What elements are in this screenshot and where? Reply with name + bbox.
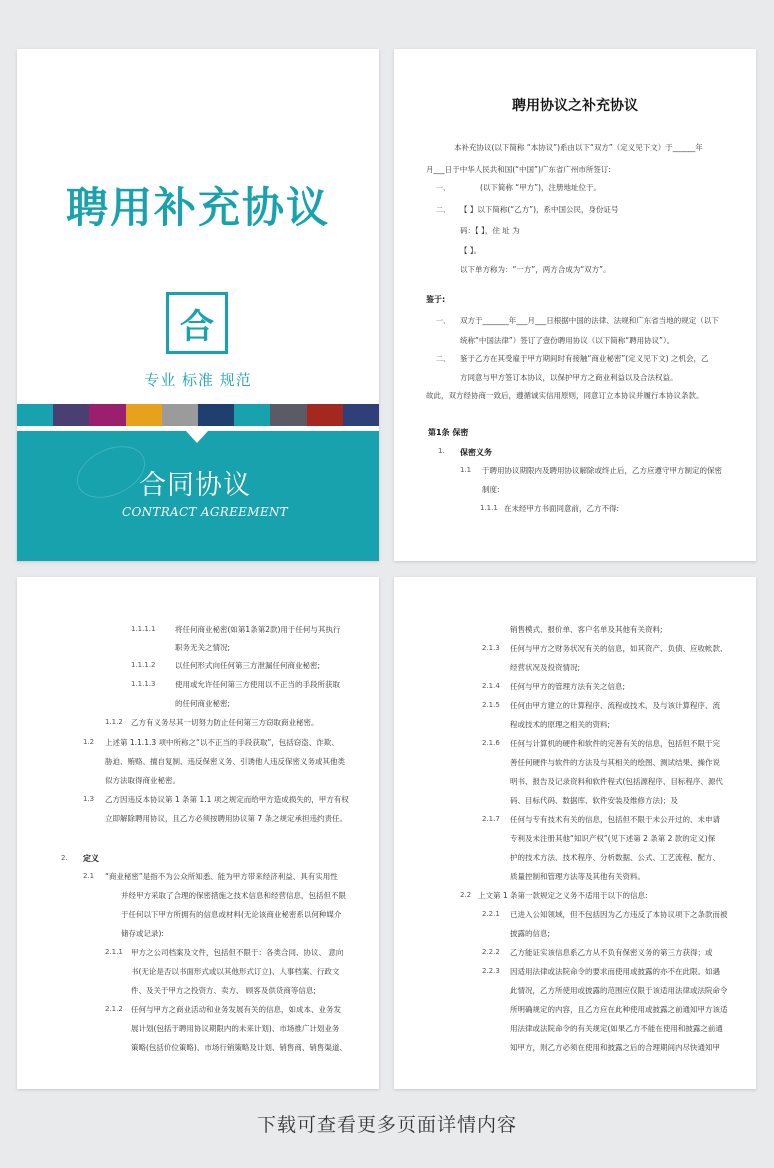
text-line: 已进入公知领域，但不包括因为乙方违反了本协议项下之条款而被 — [510, 910, 728, 919]
cover-slogan: 专业 标准 规范 — [144, 371, 252, 389]
clause-number: 1.1.1.1 — [131, 625, 156, 633]
text-line: 任何与甲方之商业活动和业务发展有关的信息，如成本、业务发 — [131, 1005, 341, 1014]
article-heading: 第1条 保密 — [428, 428, 469, 437]
text-line: 于聘用协议期限内及聘用协议解除或终止后，乙方应遵守甲方制定的保密 — [482, 466, 722, 475]
text-line: 以下单方称为：“一方”，两方合成为“双方”。 — [460, 265, 611, 274]
text-line: 【 】以下简称(“乙方”)，系中国公民，身份证号 — [460, 205, 619, 214]
cover-page — [17, 49, 379, 561]
text-line: 任何与专有技术有关的信息，包括但不限于未公开过的、未申请 — [510, 815, 720, 824]
text-line: 似方法取得商业秘密。 — [105, 776, 180, 785]
text-line: 胁迫、贿赂、擅自复制、违反保密义务、引诱他人违反保密义务或其他类 — [105, 757, 345, 766]
sub-heading: 保密义务 — [460, 448, 492, 457]
seal-char: 合 — [180, 306, 214, 347]
cover-title: 聘用补充协议 — [65, 183, 330, 232]
text-line: 月___日于中华人民共和国(“中国”)广东省广州市所签订: — [426, 165, 611, 174]
clause-number: 2.2.3 — [482, 967, 500, 975]
clause-number: 2.2.1 — [482, 910, 500, 918]
document-page-3 — [17, 577, 379, 1089]
stripe-4 — [126, 404, 162, 426]
text-line: 用法律或法院命令的有关规定(如果乙方不能在使用和披露之前通 — [510, 1024, 723, 1033]
clause-number: 2.1.4 — [482, 682, 500, 690]
text-line: 职务无关之情况; — [175, 643, 231, 652]
text-line: 书(无论是否以书面形式或以其他形式订立)、人事档案、行政文 — [131, 967, 340, 976]
document-page-2 — [394, 49, 756, 561]
text-line: 并经甲方采取了合理的保密措施之技术信息和经营信息，包括但不限 — [121, 891, 346, 900]
section-heading: 鉴于: — [426, 295, 446, 304]
text-line: 上文第 1 条第一款规定之义务不适用于以下的信息: — [478, 891, 648, 900]
cover-band — [17, 431, 379, 561]
text-line: 的任何商业秘密; — [175, 699, 231, 708]
text-line: 【 】。 — [460, 246, 482, 255]
seal-icon — [166, 292, 228, 354]
stripe-6 — [198, 404, 234, 426]
text-line: 储存或记录): — [121, 929, 164, 938]
band-title-en: CONTRACT AGREEMENT — [122, 505, 288, 519]
text-line: 于任何以下甲方所拥有的信息或材料(无论该商业秘密系以何种媒介 — [121, 910, 342, 919]
clause-number: 1. — [438, 447, 445, 455]
footer-caption: 下载可查看更多页面详情内容 — [256, 1114, 517, 1136]
text-line: 乙方因违反本协议第 1 条第 1.1 项之规定而给甲方造成损失的，甲方有权 — [105, 795, 349, 804]
text-line: 知甲方，则乙方必须在使用和披露之后的合理期间内尽快通知甲 — [510, 1043, 720, 1052]
stripe-2 — [53, 404, 89, 426]
text-line: 以任何形式向任何第三方泄漏任何商业秘密; — [175, 661, 321, 670]
text-line: 因适用法律或法院命令的要求而使用或披露的亦不在此限。如遇 — [510, 967, 720, 976]
text-line: 在未经甲方书面同意前，乙方不得: — [504, 504, 620, 513]
notch-icon — [186, 431, 208, 443]
clause-number: 2. — [61, 854, 68, 862]
stripe-3 — [89, 404, 125, 426]
stripe-10 — [343, 404, 379, 426]
text-line: 经营状况及投资情况; — [510, 663, 581, 672]
text-line: 码、目标代码、数据库、软件安装及维修方法)；及 — [510, 796, 678, 805]
band-title-cn: 合同协议 — [139, 470, 251, 501]
section-heading: 定义 — [83, 854, 99, 863]
color-stripes — [17, 404, 379, 426]
document-title: 聘用协议之补充协议 — [512, 98, 638, 114]
text-line: 专利及未注册其他“知识产权”(见下述第 2 条第 2 款的定义)保 — [510, 834, 716, 843]
clause-number: 2.1.2 — [105, 1005, 123, 1013]
stripe-5 — [162, 404, 198, 426]
text-line: 码：【 】，住 址 为 — [460, 226, 520, 235]
text-line: 程或技术的原理之相关的资料; — [510, 720, 611, 729]
clause-number: 2.1.7 — [482, 815, 500, 823]
text-line: 披露的信息; — [510, 929, 551, 938]
clause-number: 1.1.1.3 — [131, 680, 156, 688]
text-line: 双方于_______年___月___日根据中国的法律、法规和广东省当地的规定（以下 — [460, 316, 719, 325]
stripe-8 — [270, 404, 306, 426]
clause-number: 二、 — [436, 355, 450, 363]
text-line: 任何由甲方建立的计算程序、流程或技术，及与该计算程序、流 — [510, 701, 720, 710]
text-line: 任何与甲方的管理方法有关之信息; — [510, 682, 626, 691]
text-line: 本补充协议(以下简称 “本协议”)系由以下“双方”（定义见下文）于______年 — [454, 143, 703, 152]
text-line: 乙方能证实该信息系乙方从不负有保密义务的第三方获得；或 — [510, 948, 713, 957]
text-line: 任何与计算机的硬件和软件的完善有关的信息，包括但不限于完 — [510, 739, 720, 748]
text-line: 展计划(包括于聘用协议期限内的未来计划)、市场推广计划业务 — [131, 1024, 340, 1033]
text-line: 使用或允许任何第三方使用以不正当的手段所获取 — [175, 680, 340, 689]
text-line: (以下简称 “甲方”)，注册地址位于。 — [480, 183, 602, 192]
text-line: “商业秘密”是指不为公众所知悉、能为甲方带来经济利益、具有实用性 — [105, 872, 338, 881]
text-line: 护的技术方法、技术程序、分析数据、公式、工艺流程、配方、 — [510, 853, 720, 862]
clause-number: 一、 — [436, 317, 450, 325]
text-line: 乙方有义务尽其一切努力防止任何第三方窃取商业秘密。 — [131, 718, 319, 727]
text-line: 甲方之公司档案及文件，包括但不限于：各类合同、协议、 意向 — [131, 948, 344, 957]
text-line: 策略(包括价位策略)、市场行销策略及计划、销售商、销售渠道、 — [131, 1043, 347, 1052]
clause-number: 2.2.2 — [482, 948, 500, 956]
clause-number: 1.1.1.2 — [131, 661, 156, 669]
text-line: 将任何商业秘密(如第1条第2款)用于任何与其执行 — [175, 625, 341, 634]
text-line: 上述第 1.1.1.3 项中所称之“以不正当的手段获取”，包括窃盗、诈欺、 — [105, 738, 339, 747]
text-line: 方同意与甲方签订本协议，以保护甲方之商业利益以及合法权益。 — [460, 373, 678, 382]
text-line: 统称“中国法律”）签订了壹份聘用协议（以下简称“聘用协议”）。 — [460, 336, 675, 345]
clause-number: 2.1.5 — [482, 701, 500, 709]
text-line: 任何与甲方之财务状况有关的信息，如其资产、负债、应收帐款、 — [510, 644, 728, 653]
document-page-4 — [394, 577, 756, 1089]
text-line: 明书、报告及记录资料和软件程式(包括源程序、目标程序、源代 — [510, 777, 723, 786]
clause-number: 1.3 — [83, 795, 95, 803]
text-line: 制度: — [482, 485, 500, 494]
text-line: 善任何硬件与软件的方法及与其相关的绘图、测试结果、操作说 — [510, 758, 720, 767]
clause-number: 一、 — [436, 184, 450, 192]
clause-number: 1.1.1 — [480, 504, 498, 512]
clause-number: 1.2 — [83, 738, 95, 746]
clause-number: 二、 — [436, 206, 450, 214]
text-line: 故此，双方经协商一致后，遵循诚实信用原则，同意订立本协议并履行本协议条款。 — [426, 391, 704, 400]
clause-number: 2.1 — [83, 872, 95, 880]
stripe-7 — [234, 404, 270, 426]
text-line: 销售模式、报价单、客户名单及其他有关资料; — [510, 625, 663, 634]
stripe-1 — [17, 404, 53, 426]
text-line: 件、及关于甲方之投资方、卖方、 顾客及供货商等信息; — [131, 986, 316, 995]
text-line: 立即解除聘用协议，且乙方必须按聘用协议第 7 条之规定承担违约责任。 — [105, 814, 348, 823]
text-line: 此情况，乙方所使用或披露的范围应仅限于该适用法律或法院命令 — [510, 986, 728, 995]
clause-number: 2.1.6 — [482, 739, 500, 747]
clause-number: 2.1.3 — [482, 644, 500, 652]
clause-number: 2.2 — [460, 891, 472, 899]
clause-number: 2.1.1 — [105, 948, 123, 956]
text-line: 鉴于乙方在其受雇于甲方期间时有接触“商业秘密”(定义见下文) 之机会，乙 — [460, 354, 709, 363]
stripe-9 — [307, 404, 343, 426]
clause-number: 1.1 — [460, 466, 472, 474]
text-line: 质量控制和管理方法等及其他有关资料。 — [510, 872, 645, 881]
text-line: 所明确规定的内容，且乙方应在此种使用或披露之前通知甲方该适 — [510, 1005, 728, 1014]
clause-number: 1.1.2 — [105, 718, 123, 726]
